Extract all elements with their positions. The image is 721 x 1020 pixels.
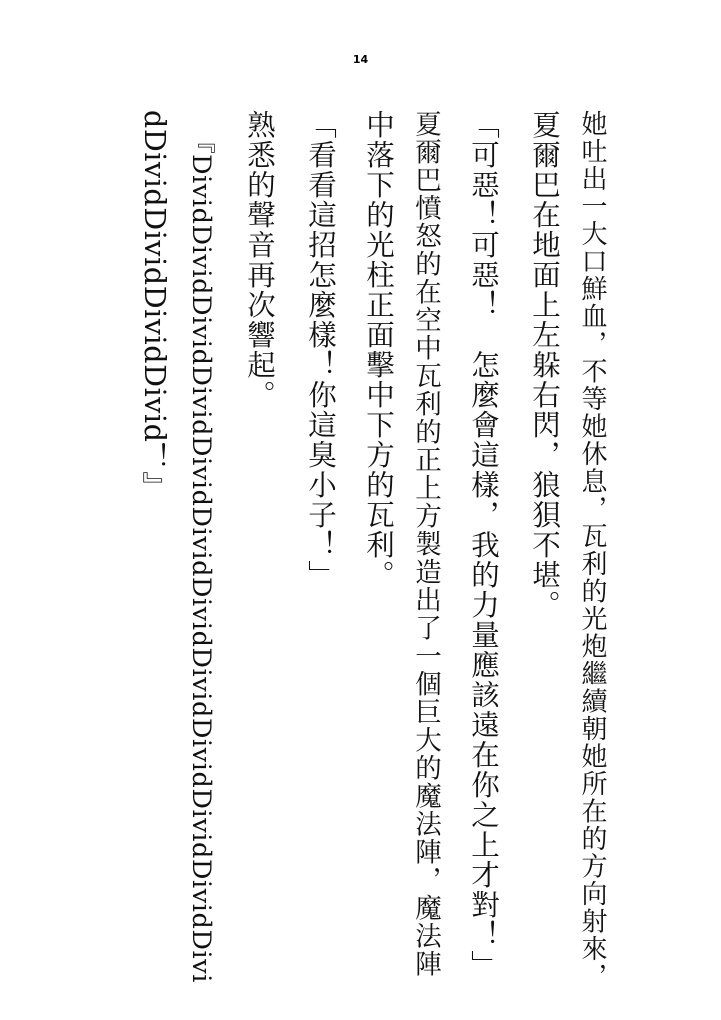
text-line-8: 『DividDividDividDividDividDividDividDividDividDividDividDivi (186, 128, 216, 984)
page-number: 14 (352, 53, 369, 66)
text-line-2: 夏爾巴在地面上左躲右閃，狼狽不堪。 (528, 110, 561, 620)
text-line-1: 她吐出一大口鮮血，不等她休息，瓦利的光炮繼續朝她所在的方向射來， (577, 110, 607, 990)
text-line-4: 夏爾巴憤怒的在空中瓦利的正上方製造出了一個巨大的魔法陣，魔法陣 (410, 110, 441, 978)
text-line-5: 中落下的光柱正面擊中下方的瓦利。 (362, 110, 395, 590)
text-line-6: 「看看這招怎麼樣！你這臭小子！」 (304, 110, 337, 590)
text-line-9: dDividDividDividDivid！』 (138, 110, 171, 501)
text-line-7: 熟悉的聲音再次響起。 (243, 110, 276, 410)
text-line-3: 「可惡！可惡！ 怎麼會這樣，我的力量應該遠在你之上才對！」 (467, 110, 500, 980)
